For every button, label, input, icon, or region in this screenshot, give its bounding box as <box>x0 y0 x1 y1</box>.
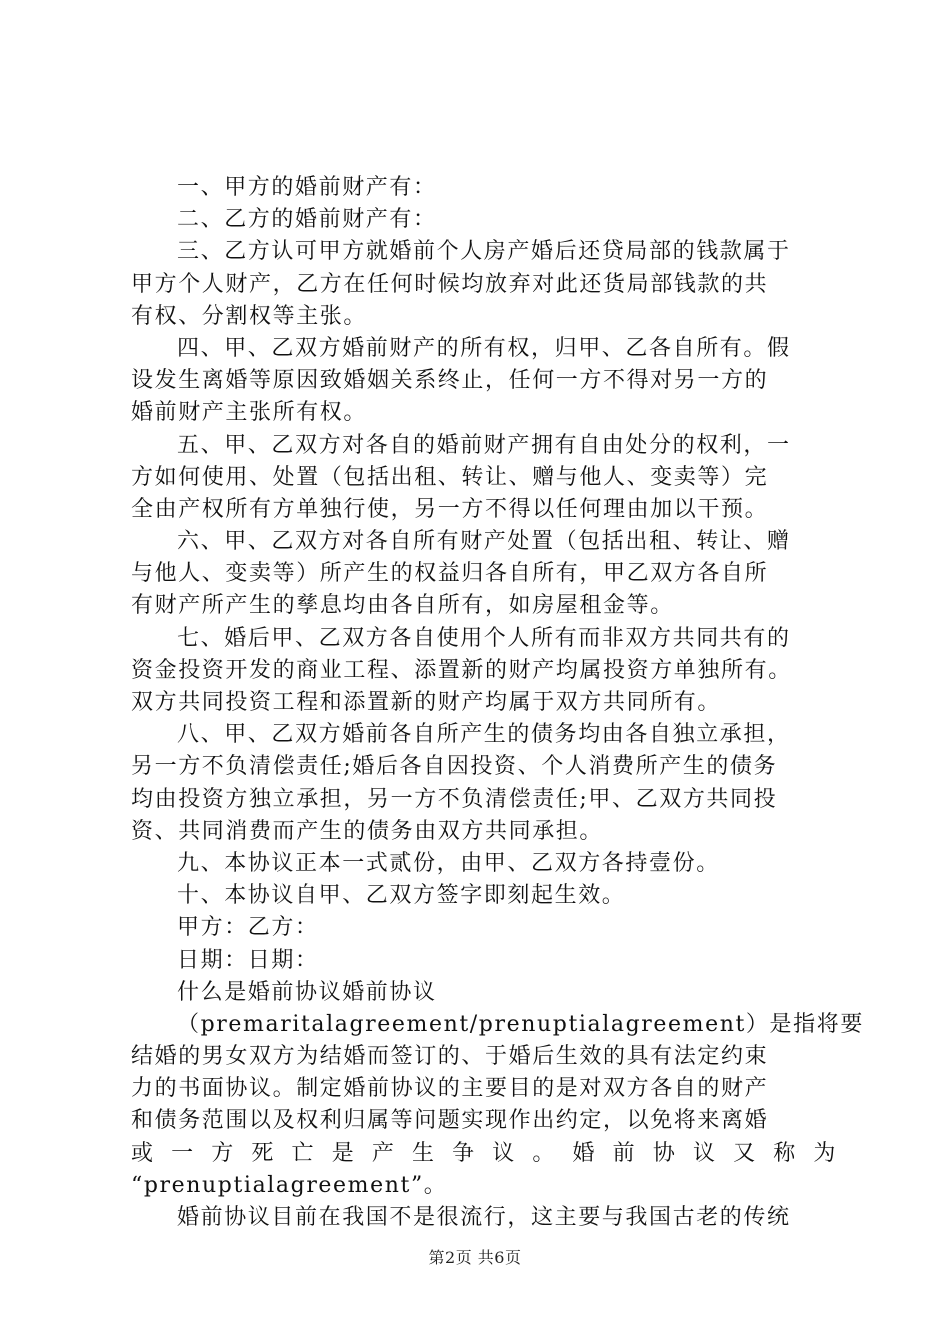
document-body <box>131 172 864 1234</box>
text-line: 双方共同投资工程和添置新的财产均属于双方共同所有。 <box>131 690 722 715</box>
text-line: 力的书面协议。制定婚前协议的主要目的是对双方各自的财产 <box>131 1076 769 1102</box>
text-line: 甲方个人财产，乙方在任何时候均放弃对此还货局部钱款的共 <box>131 271 769 297</box>
text-line: 方如何使用、处置（包括出租、转让、赠与他人、变卖等）完 <box>131 464 769 490</box>
text-line: 另一方不负清偿责任;婚后各自因投资、个人消费所产生的债务 <box>131 754 778 780</box>
text-line: 结婚的男女双方为结婚而签订的、于婚后生效的具有法定约束 <box>131 1044 769 1070</box>
text-line: 资金投资开发的商业工程、添置新的财产均属投资方单独所有。 <box>131 657 792 683</box>
text-line: 四、甲、乙双方婚前财产的所有权，归甲、乙各自所有。假 <box>177 335 791 361</box>
text-line: 六、甲、乙双方对各自所有财产处置（包括出租、转让、赠 <box>177 529 791 555</box>
text-line: 五、甲、乙双方对各自的婚前财产拥有自由处分的权利，一 <box>177 432 791 458</box>
text-line: 二、乙方的婚前财产有： <box>177 207 437 233</box>
signature-line: 甲方：乙方： <box>177 915 319 941</box>
text-line: 全由产权所有方单独行使，另一方不得以任何理由加以干预。 <box>131 496 769 522</box>
text-line: 均由投资方独立承担，另一方不负清偿责任;甲、乙双方共同投 <box>131 786 778 812</box>
text-line: 九、本协议正本一式贰份，由甲、乙双方各持壹份。 <box>177 850 720 876</box>
text-line: 与他人、变卖等）所产生的权益归各自所有，甲乙双方各自所 <box>131 561 769 587</box>
section-heading: 什么是婚前协议婚前协议 <box>177 979 437 1005</box>
text-line: 设发生离婚等原因致婚姻关系终止，任何一方不得对另一方的 <box>131 368 769 394</box>
text-line: 十、本协议自甲、乙双方签字即刻起生效。 <box>177 883 626 909</box>
text-line: 三、乙方认可甲方就婚前个人房产婚后还贷局部的钱款属于 <box>177 239 791 265</box>
text-line: （premaritalagreement/prenuptialagreement）是指将要 <box>177 1011 864 1037</box>
text-line: 有权、分割权等主张。 <box>131 303 368 329</box>
text-line: “prenuptialagreement”。 <box>131 1172 448 1198</box>
text-line: 婚前财产主张所有权。 <box>131 400 368 426</box>
text-line: 有财产所产生的孳息均由各自所有，如房屋租金等。 <box>131 593 674 619</box>
text-line: 资、共同消费而产生的债务由双方共同承担。 <box>131 818 604 844</box>
text-line: 和债务范围以及权利归属等问题实现作出约定，以免将来离婚 <box>131 1108 769 1134</box>
page-number-footer: 第2页 共6页 <box>428 1248 522 1267</box>
text-line: 或一方死亡是产生争议。婚前协议又称为 <box>131 1140 837 1166</box>
date-line: 日期：日期： <box>177 947 319 973</box>
text-line: 一、甲方的婚前财产有： <box>177 175 437 200</box>
text-line: 婚前协议目前在我国不是很流行，这主要与我国古老的传统 <box>177 1205 791 1230</box>
text-line: 七、婚后甲、乙双方各自使用个人所有而非双方共同共有的 <box>177 625 791 651</box>
text-line: 八、甲、乙双方婚前各自所产生的债务均由各自独立承担， <box>177 722 791 748</box>
